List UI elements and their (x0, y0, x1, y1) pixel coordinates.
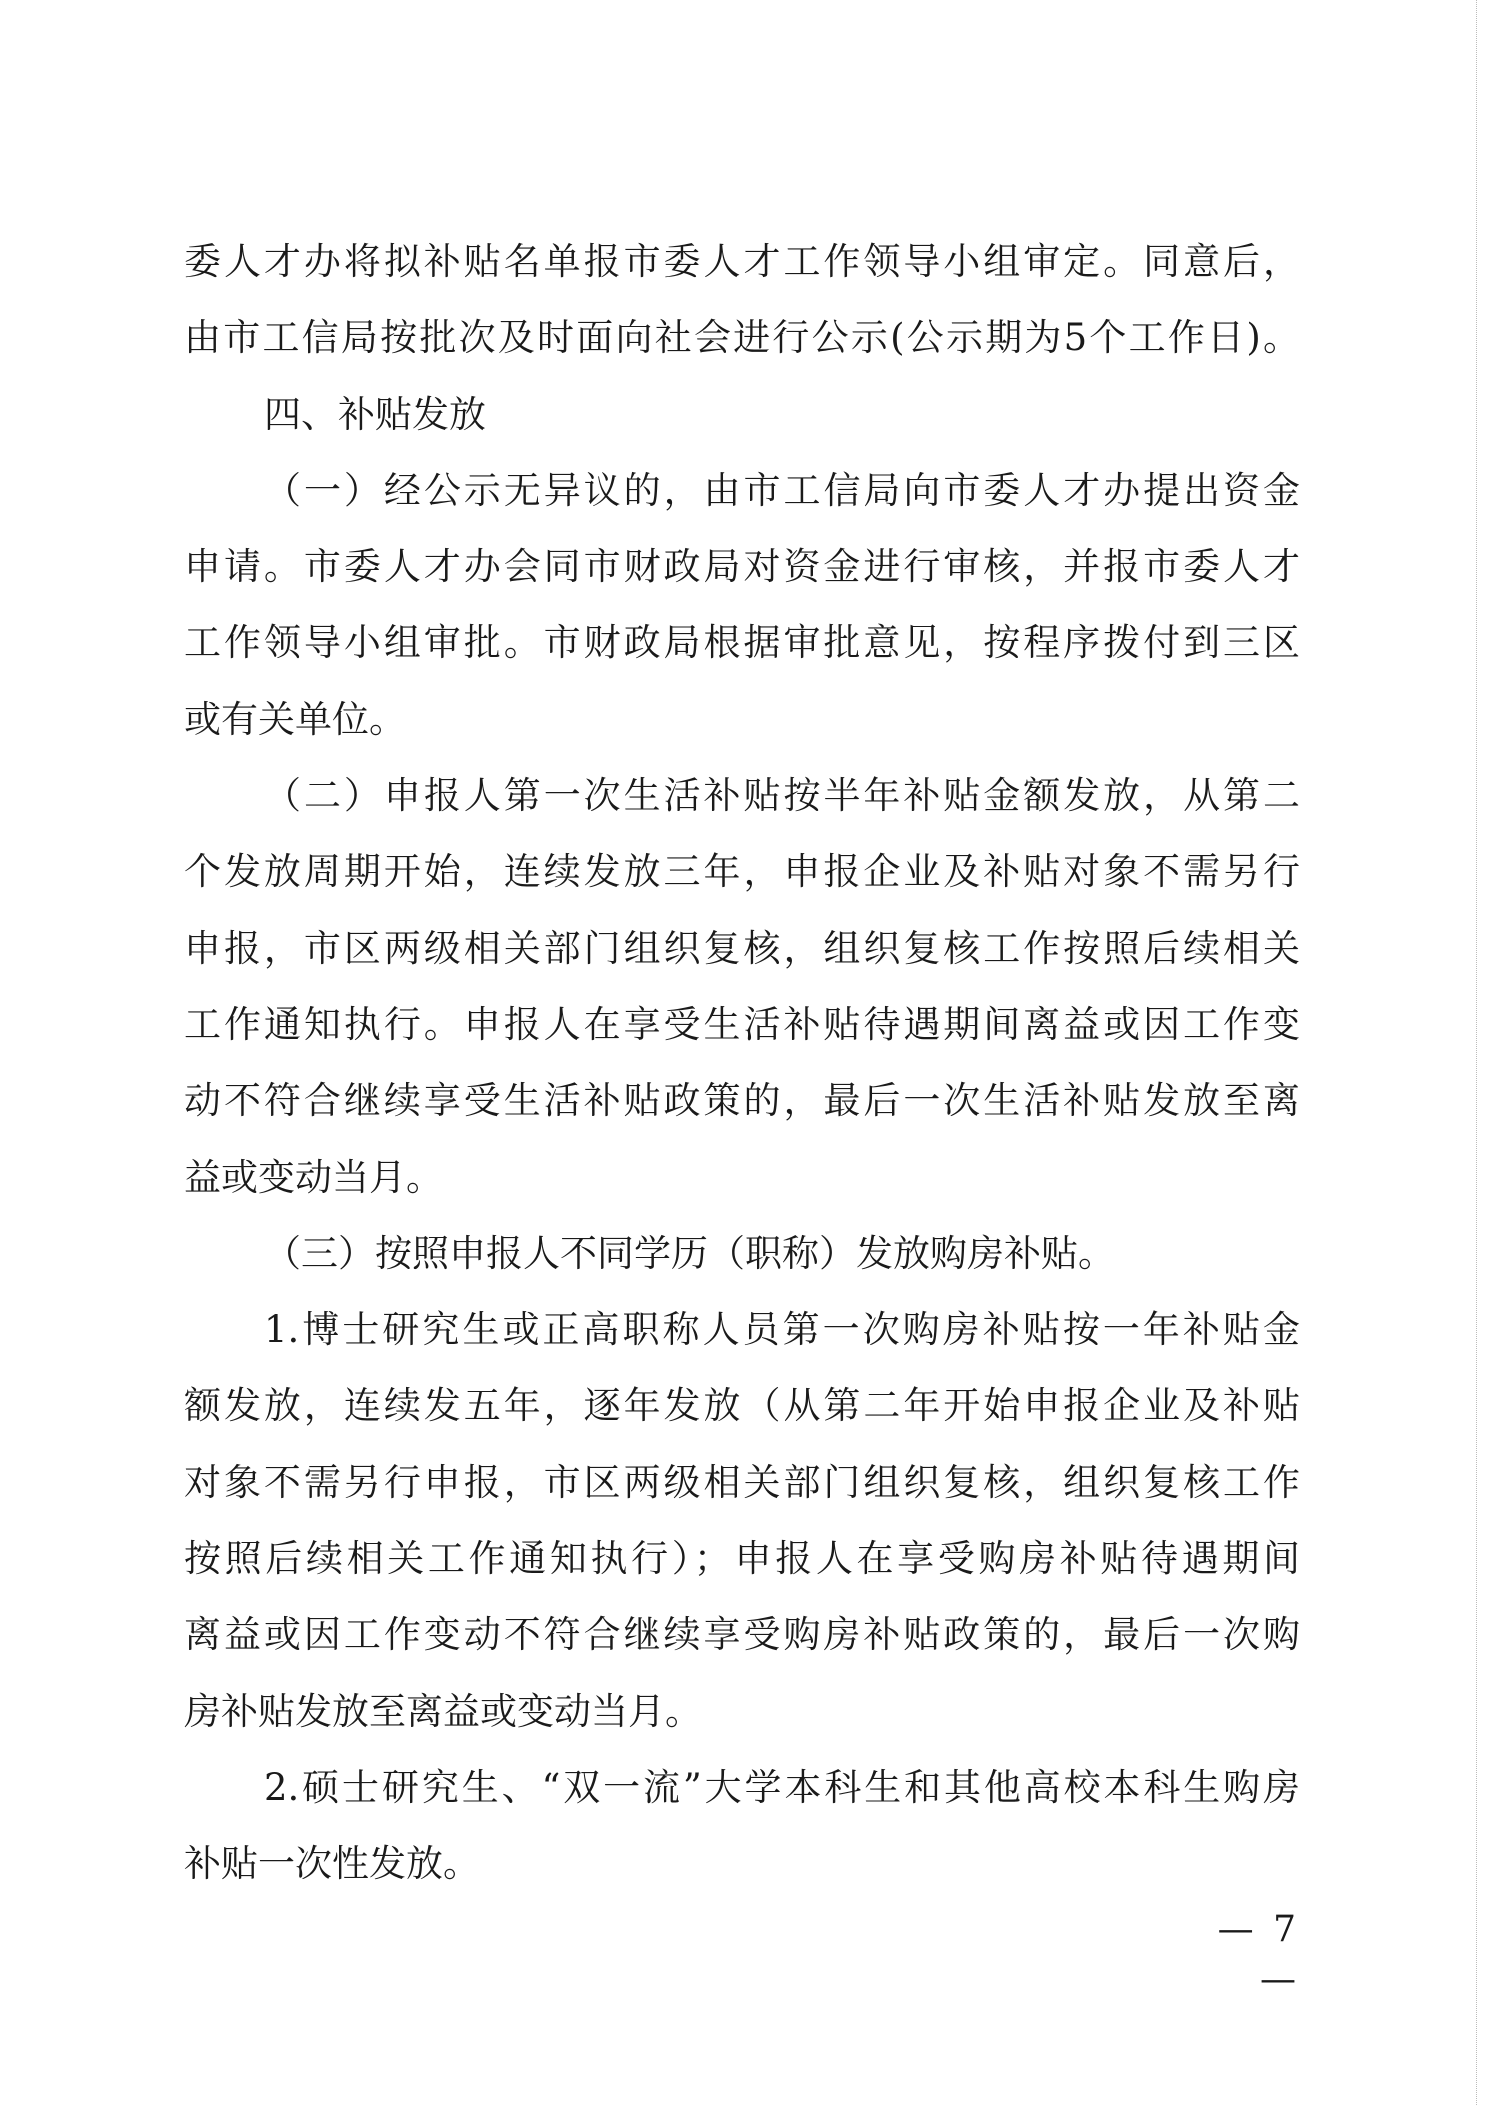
paragraph-line: 按照后续相关工作通知执行）；申报人在享受购房补贴待遇期间 (184, 1537, 1300, 1581)
paragraph-line: 离益或因工作变动不符合继续享受购房补贴政策的，最后一次购 (184, 1613, 1300, 1657)
paragraph-line: 工作领导小组审批。市财政局根据审批意见，按程序拨付到三区 (184, 621, 1300, 665)
paragraph-line: 或有关单位。 (184, 697, 406, 741)
paragraph-line: 个发放周期开始，连续发放三年，申报企业及补贴对象不需另行 (184, 850, 1300, 894)
paragraph-line: 额发放，连续发五年，逐年发放（从第二年开始申报企业及补贴 (184, 1384, 1300, 1428)
paragraph-line: 房补贴发放至离益或变动当月。 (184, 1689, 702, 1733)
paragraph-line: 动不符合继续享受生活补贴政策的，最后一次生活补贴发放至离 (184, 1079, 1300, 1123)
page-number: — 7 — (1217, 1909, 1300, 2000)
paragraph-line: （三）按照申报人不同学历（职称）发放购房补贴。 (264, 1231, 1115, 1275)
paragraph-line: 1.博士研究生或正高职称人员第一次购房补贴按一年补贴金 (264, 1308, 1300, 1352)
paragraph-line: 2.硕士研究生、“双一流”大学本科生和其他高校本科生购房 (264, 1765, 1300, 1809)
paragraph-line: 补贴一次性发放。 (184, 1842, 480, 1886)
paragraph-line: 委人才办将拟补贴名单报市委人才工作领导小组审定。同意后， (184, 240, 1300, 283)
paragraph-line: 益或变动当月。 (184, 1155, 443, 1199)
section-heading: 四、补贴发放 (264, 392, 486, 436)
document-body (184, 224, 1300, 1903)
paragraph-line: （一）经公示无异议的，由市工信局向市委人才办提出资金 (264, 468, 1300, 512)
paragraph-line: 由市工信局按批次及时面向社会进行公示(公示期为5个工作日)。 (184, 316, 1300, 360)
paragraph-line: 对象不需另行申报，市区两级相关部门组织复核，组织复核工作 (184, 1460, 1300, 1504)
page-edge-line (1476, 0, 1478, 2105)
paragraph-line: 申请。市委人才办会同市财政局对资金进行审核，并报市委人才 (184, 545, 1300, 589)
paragraph-line: 申报，市区两级相关部门组织复核，组织复核工作按照后续相关 (184, 926, 1300, 970)
paragraph-line: 工作通知执行。申报人在享受生活补贴待遇期间离益或因工作变 (184, 1002, 1300, 1046)
paragraph-line: （二）申报人第一次生活补贴按半年补贴金额发放，从第二 (264, 774, 1300, 818)
